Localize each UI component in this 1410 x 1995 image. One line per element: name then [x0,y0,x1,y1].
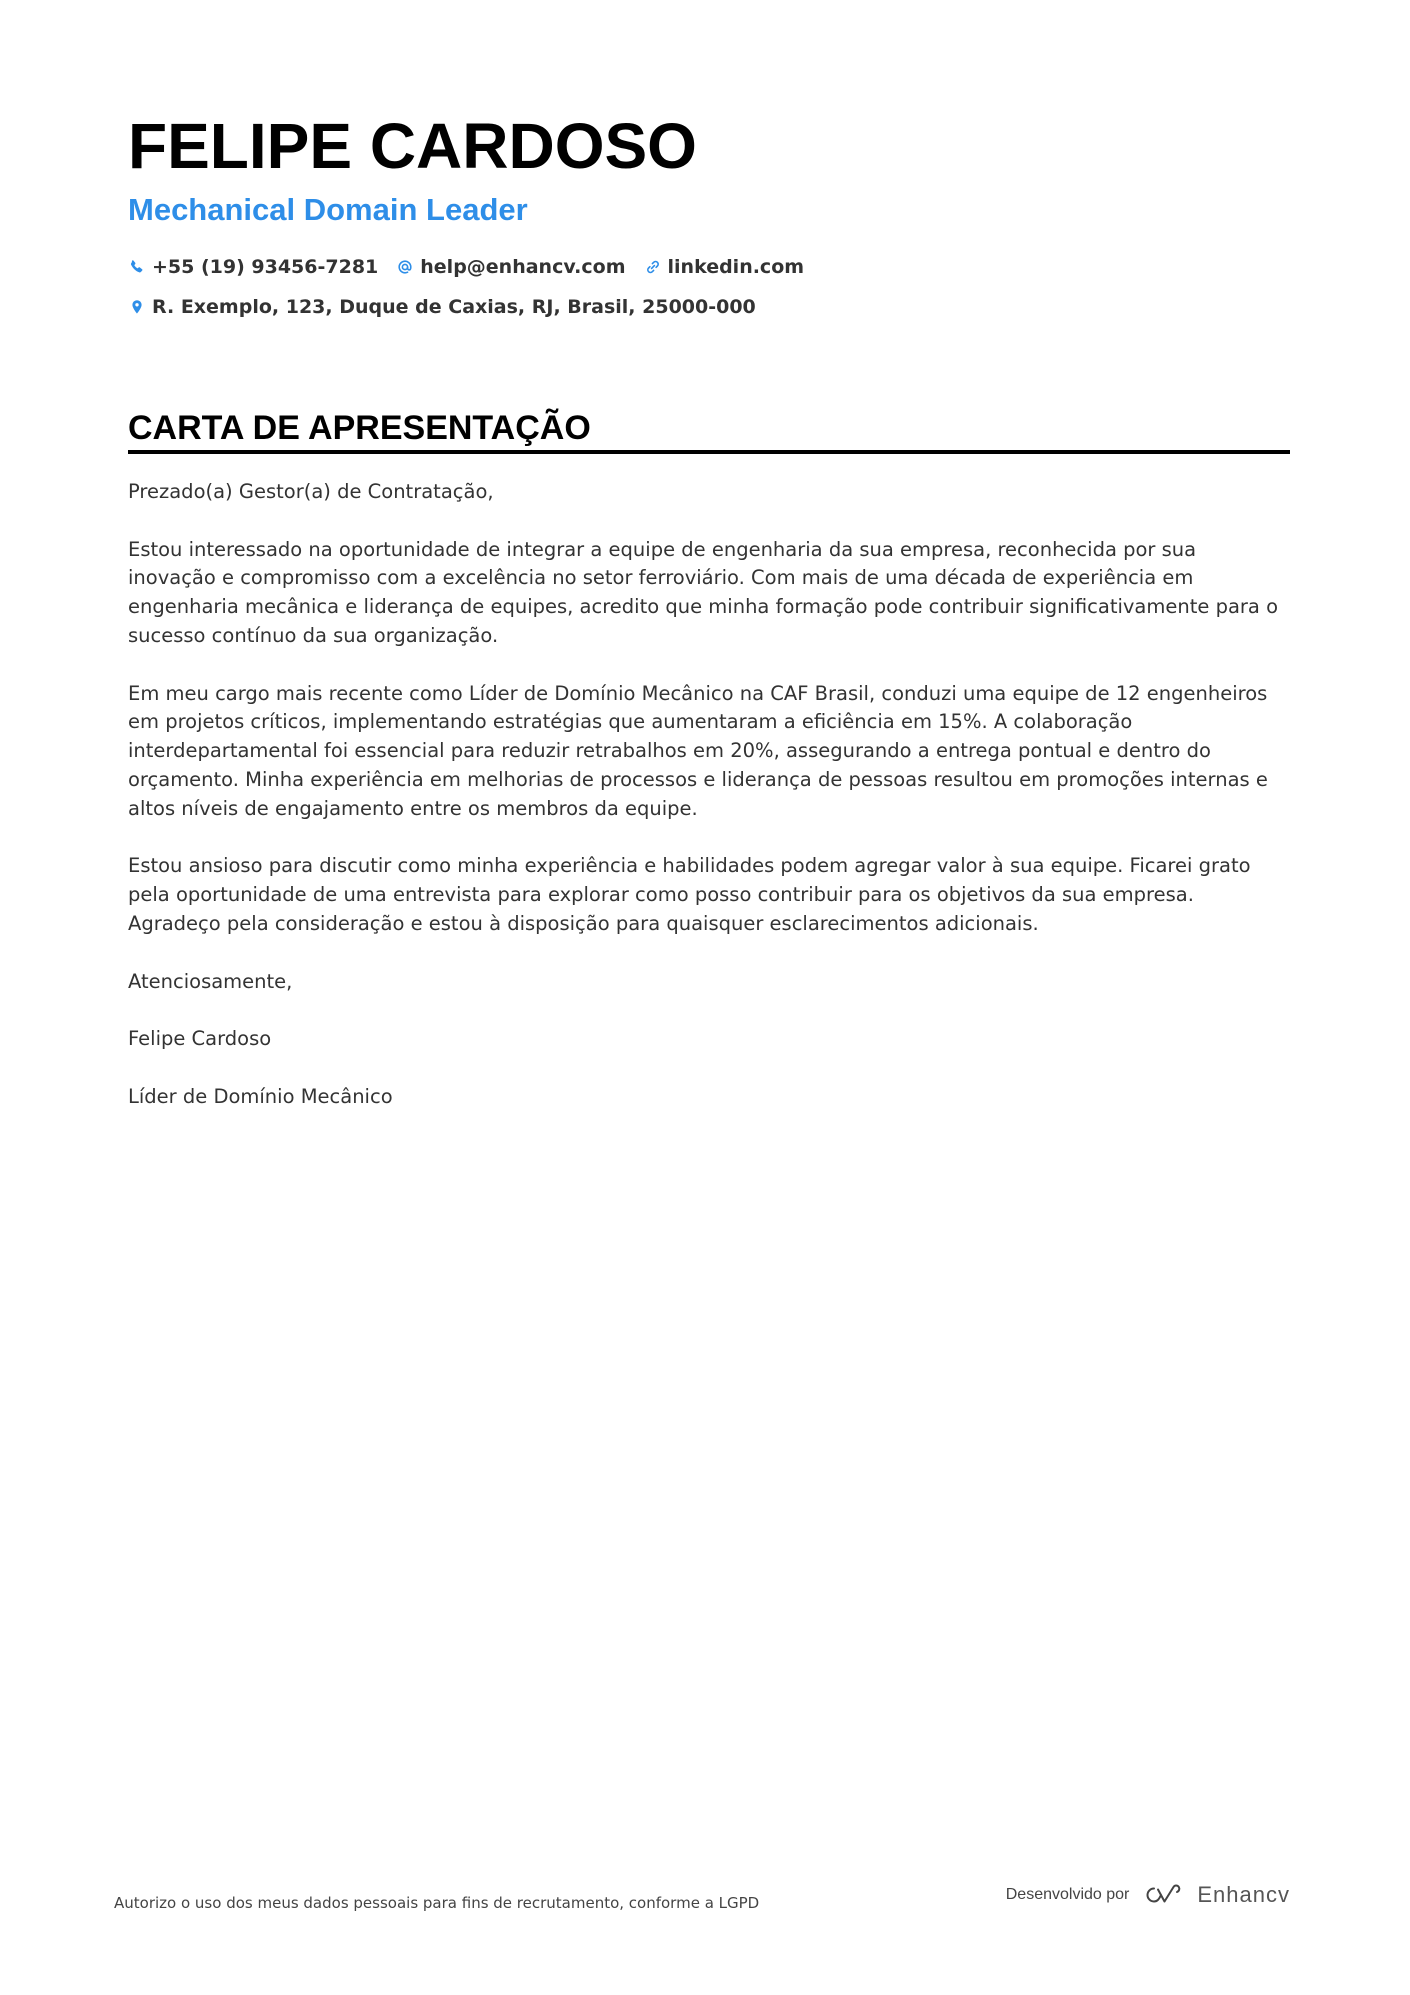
address-text: R. Exemplo, 123, Duque de Caxias, RJ, Brasil, 25000-000 [152,296,756,318]
letter-closing: Atenciosamente, [128,969,293,993]
letter-body [128,478,1290,1140]
candidate-role: Mechanical Domain Leader [128,192,528,227]
contact-email[interactable] [396,256,625,278]
letter-paragraph: Estou ansioso para discutir como minha experiência e habilidades podem agregar valor à sua equipe. Ficarei grato pela oportunidade de uma entrevista para explorar como posso contribuir para os objetivos da sua empresa. Agradeço pela consideração e estou à disposição para quaisquer esclarecimentos adicionais. [128,854,1251,935]
website-text: linkedin.com [667,256,805,278]
email-text: help@enhancv.com [420,256,626,278]
letter-greeting: Prezado(a) Gestor(a) de Contratação, [128,480,494,503]
signature-name: Felipe Cardoso [128,1027,272,1051]
section-title: CARTA DE APRESENTAÇÃO [128,409,591,447]
letter-paragraph: Estou interessado na oportunidade de integrar a equipe de engenharia da sua empresa, reconhecida por sua inovação e compromisso com a excelência no setor ferroviário. Com mais de uma década de experiência em engenharia mecânica e liderança de equipes, acredito que minha formação pode contribuir significativamente para o sucesso contínuo da sua organização. [128,537,1278,647]
at-icon [396,258,414,276]
contact-address [128,296,756,318]
brand-name: Enhancv [1197,1882,1290,1907]
phone-icon [128,258,146,276]
link-icon [644,258,662,276]
contact-website[interactable] [644,256,805,278]
footer-branding[interactable] [1006,1882,1290,1908]
enhancv-logo-icon [1141,1883,1187,1907]
contact-phone [128,256,378,278]
contact-row [128,252,822,282]
candidate-name: FELIPE CARDOSO [128,110,697,182]
section-divider [128,450,1290,454]
letter-paragraph: Em meu cargo mais recente como Líder de Domínio Mecânico na CAF Brasil, conduzi uma equipe de 12 engenheiros em projetos críticos, implementando estratégias que aumentaram a eficiência em 15%. A colaboração interdepartamental foi essencial para reduzir retrabalhos em 20%, assegurando a entrega pontual e dentro do orçamento. Minha experiência em melhorias de processos e liderança de pessoas resultou em promoções internas e altos níveis de engajamento entre os membros da equipe. [128,681,1268,820]
footer-consent: Autorizo o uso dos meus dados pessoais para fins de recrutamento, conforme a LGPD [114,1894,760,1912]
powered-by-label: Desenvolvido por [1005,1886,1130,1903]
address-row [128,292,774,322]
signature-title: Líder de Domínio Mecânico [128,1084,393,1108]
phone-text: +55 (19) 93456-7281 [152,256,379,278]
map-pin-icon [128,298,146,316]
